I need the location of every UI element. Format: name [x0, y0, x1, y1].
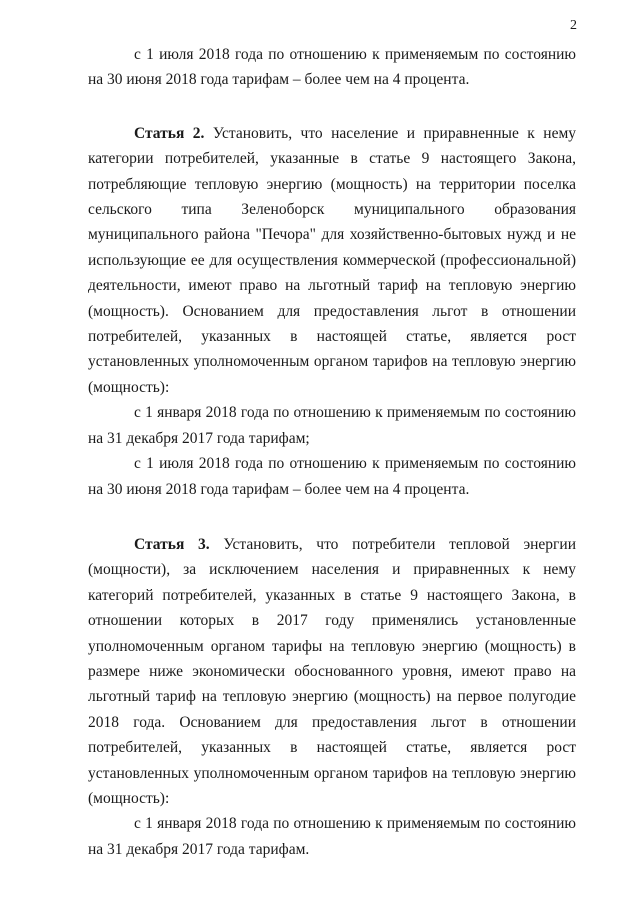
article-2-item-2: с 1 июля 2018 года по отношению к применяемым по состоянию на 30 июня 2018 года тарифам – более чем на 4 процента.: [88, 455, 576, 498]
article-2-title: Статья 2.: [134, 124, 205, 142]
article-3-title: Статья 3.: [134, 535, 210, 553]
document-body: [88, 42, 576, 862]
page-number: 2: [570, 18, 577, 33]
spacer: [88, 93, 576, 121]
intro-paragraph: с 1 июля 2018 года по отношению к применяемым по состоянию на 30 июня 2018 года тарифам – более чем на 4 процента.: [88, 46, 576, 89]
article-2-body: Установить, что население и приравненные к нему категории потребителей, указанные в статье 9 настоящего Закона, потребляющие тепловую энергию (мощность) на территории поселка сельского типа Зеленоборск муниципального образования муниципального района "Печора" для хозяйственно-бытовых нужд и не использующие ее для осуществления коммерческой (профессиональной) деятельности, имеют право на льготный тариф на тепловую энергию (мощность). Основанием для предоставления льгот в отношении потребителей, указанных в настоящей статье, является рост установленных уполномоченным органом тарифов на тепловую энергию (мощность):: [88, 124, 577, 396]
spacer: [88, 502, 576, 532]
article-3-paragraph: [88, 532, 576, 811]
article-2-paragraph: [88, 121, 576, 400]
article-3-item-1: с 1 января 2018 года по отношению к применяемым по состоянию на 31 декабря 2017 года тарифам.: [88, 815, 576, 858]
article-2-item-1: с 1 января 2018 года по отношению к применяемым по состоянию на 31 декабря 2017 года тарифам;: [88, 404, 576, 447]
article-3-body: Установить, что потребители тепловой энергии (мощности), за исключением населения и приравненных к нему категорий потребителей, указанных в статье 9 настоящего Закона, в отношении которых в 2017 году применялись установленные уполномоченным органом тарифы на тепловую энергию (мощность) в размере ниже экономически обоснованного уровня, имеют право на льготный тариф на тепловую энергию (мощность) на первое полугодие 2018 года. Основанием для предоставления льгот в отношении потребителей, указанных в настоящей статье, является рост установленных уполномоченным органом тарифов на тепловую энергию (мощность):: [88, 535, 577, 807]
